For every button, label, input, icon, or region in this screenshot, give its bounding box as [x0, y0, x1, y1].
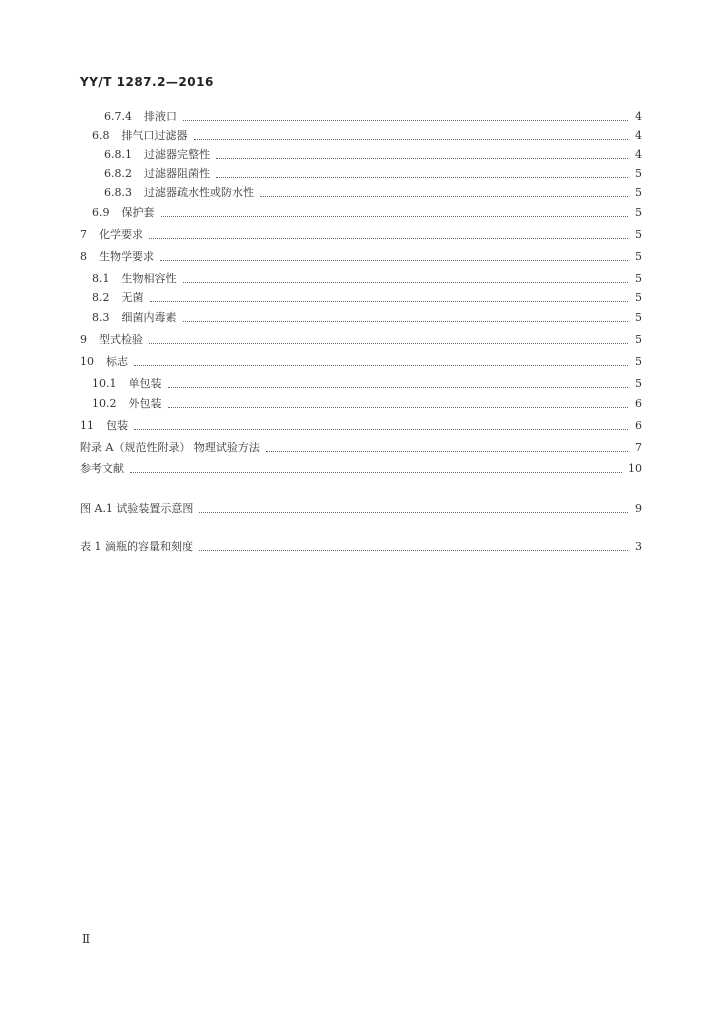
toc-entry[interactable]: [80, 353, 642, 371]
toc-entry[interactable]: [80, 309, 642, 327]
toc-entry[interactable]: [80, 270, 642, 288]
toc-entry[interactable]: [80, 127, 642, 145]
dot-leader: [161, 215, 629, 217]
toc-entry-page: 7: [635, 441, 642, 454]
toc-entry[interactable]: [80, 146, 642, 164]
toc-entry-table[interactable]: [80, 538, 642, 556]
toc-entry-title: 过滤器阻菌性: [144, 167, 210, 180]
toc-entry-page: 10: [628, 462, 642, 475]
toc-entry-page: 5: [635, 377, 642, 390]
toc-entry-number: 7: [80, 228, 87, 241]
toc-entry-page: 9: [635, 502, 642, 515]
toc-entry-page: 5: [635, 206, 642, 219]
toc-entry-number: 11: [80, 419, 94, 432]
toc-entry-title: 细菌内毒素: [121, 311, 177, 324]
toc-entry-number: 8: [80, 250, 87, 263]
toc-entry-page: 4: [635, 110, 642, 123]
dot-leader: [134, 364, 628, 366]
toc-entry-page: 5: [635, 355, 642, 368]
toc-entry-number: 8.2: [92, 291, 110, 304]
toc-entry-annex[interactable]: [80, 439, 642, 457]
toc-entry-page: 5: [635, 228, 642, 241]
toc-entry[interactable]: [80, 204, 642, 222]
toc-entry-page: 5: [635, 333, 642, 346]
page-number: Ⅱ: [82, 932, 91, 946]
dot-leader: [199, 511, 628, 513]
toc-entry-page: 3: [635, 540, 642, 553]
dot-leader: [168, 406, 629, 408]
toc-entry-title: 图 A.1 试验装置示意图: [80, 502, 194, 515]
toc-entry[interactable]: [80, 248, 642, 266]
toc-entry-page: 5: [635, 311, 642, 324]
toc-entry-title: 过滤器完整性: [144, 148, 210, 161]
toc-entry-number: 6.8: [92, 129, 110, 142]
toc-entry-title: 参考文献: [80, 462, 124, 475]
toc-entry-number: 8.3: [92, 311, 110, 324]
toc-entry[interactable]: [80, 184, 642, 202]
toc-entry-title: 过滤器疏水性或防水性: [144, 186, 254, 199]
dot-leader: [266, 450, 628, 452]
toc-entry-title: 附录 A（规范性附录） 物理试验方法: [80, 441, 260, 454]
toc-entry-bibliography[interactable]: [80, 460, 642, 478]
toc-entry-figure[interactable]: [80, 500, 642, 518]
toc-entry-title: 型式检验: [99, 333, 143, 346]
toc-entry-page: 5: [635, 291, 642, 304]
toc-entry-page: 5: [635, 167, 642, 180]
toc-entry-title: 排气口过滤器: [121, 129, 188, 142]
dot-leader: [260, 195, 628, 197]
toc-entry-number: 10.1: [92, 377, 117, 390]
toc-entry-title: 生物相容性: [121, 272, 177, 285]
dot-leader: [216, 176, 628, 178]
toc-entry[interactable]: [80, 165, 642, 183]
toc-entry[interactable]: [80, 375, 642, 393]
toc-entry-page: 5: [635, 186, 642, 199]
toc-entry-number: 8.1: [92, 272, 110, 285]
dot-leader: [149, 237, 628, 239]
toc-entry[interactable]: [80, 331, 642, 349]
dot-leader: [168, 386, 629, 388]
dot-leader: [194, 138, 629, 140]
toc-entry-title: 包装: [106, 419, 128, 432]
toc-entry[interactable]: [80, 395, 642, 413]
toc-entry-title: 保护套: [121, 206, 155, 219]
toc-entry-number: 10: [80, 355, 94, 368]
standard-number: YY/T 1287.2—2016: [80, 75, 214, 89]
toc-entry[interactable]: [80, 289, 642, 307]
toc-entry-title: 无菌: [121, 291, 144, 304]
toc-entry-page: 5: [635, 250, 642, 263]
dot-leader: [130, 471, 622, 473]
toc-entry-number: 10.2: [92, 397, 117, 410]
dot-leader: [134, 428, 628, 430]
toc-entry-title: 外包装: [128, 397, 162, 410]
toc-entry-page: 4: [635, 129, 642, 142]
dot-leader: [183, 281, 629, 283]
toc-entry-number: 6.7.4: [104, 110, 132, 123]
toc-entry-number: 6.8.2: [104, 167, 132, 180]
toc-entry[interactable]: [80, 226, 642, 244]
dot-leader: [216, 157, 628, 159]
dot-leader: [160, 259, 628, 261]
toc-entry-number: 6.9: [92, 206, 110, 219]
dot-leader: [150, 300, 629, 302]
toc-entry[interactable]: [80, 108, 642, 126]
toc-entry-number: 9: [80, 333, 87, 346]
toc-entry[interactable]: [80, 417, 642, 435]
toc-entry-number: 6.8.3: [104, 186, 132, 199]
toc-entry-page: 6: [635, 419, 642, 432]
toc-entry-title: 排液口: [144, 110, 177, 123]
toc-entry-title: 单包装: [128, 377, 162, 390]
toc-entry-title: 生物学要求: [99, 250, 154, 263]
dot-leader: [149, 342, 628, 344]
dot-leader: [199, 549, 628, 551]
dot-leader: [183, 119, 628, 121]
dot-leader: [183, 320, 629, 322]
toc-entry-page: 4: [635, 148, 642, 161]
toc-entry-title: 表 1 滴瓶的容量和刻度: [80, 540, 193, 553]
toc-entry-page: 5: [635, 272, 642, 285]
toc-entry-number: 6.8.1: [104, 148, 132, 161]
toc-entry-page: 6: [635, 397, 642, 410]
toc-entry-title: 标志: [106, 355, 128, 368]
toc-entry-title: 化学要求: [99, 228, 143, 241]
